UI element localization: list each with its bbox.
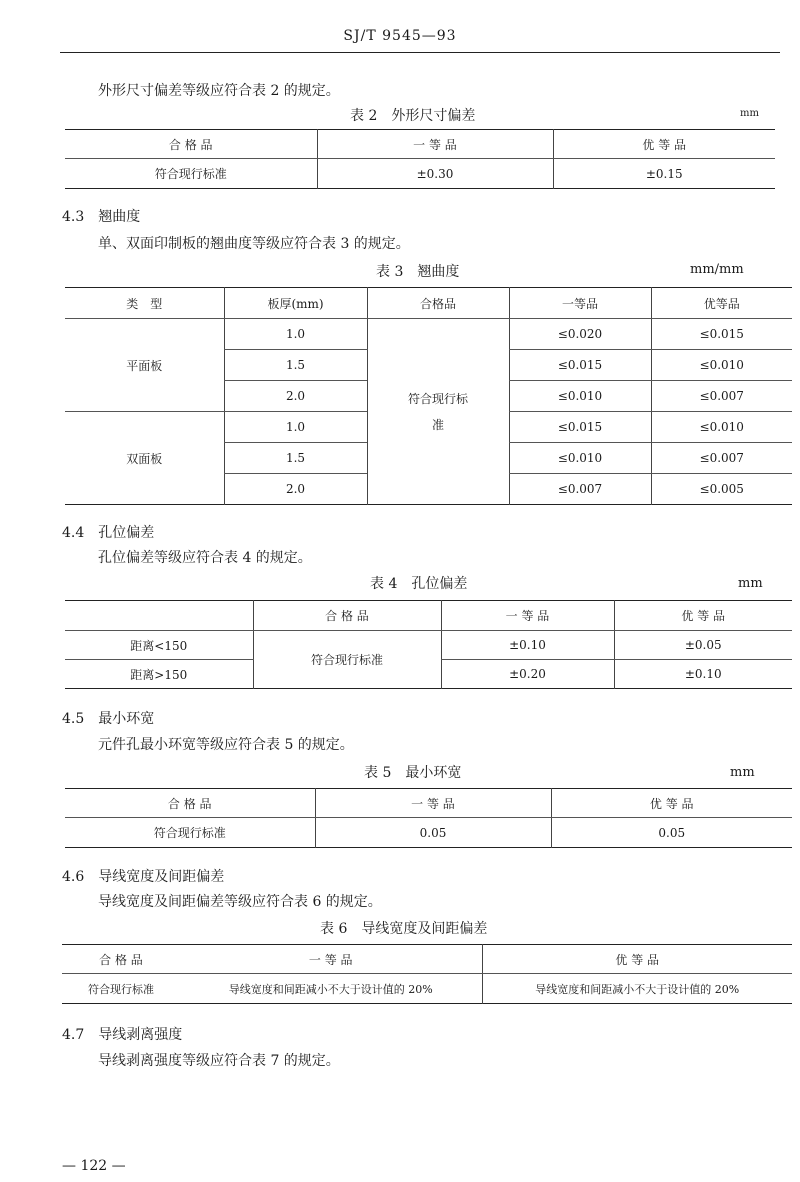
table6-cell: 导线宽度和间距减小不大于设计值的 20% [482, 974, 792, 1004]
table2-cell: ±0.15 [553, 159, 775, 189]
table6-header-qualified: 合 格 品 [62, 945, 180, 974]
table4-row-label: 距离<150 [65, 631, 253, 660]
table4-unit: mm [738, 576, 763, 591]
table-3 [65, 287, 792, 505]
table4-superior: ±0.05 [614, 631, 792, 660]
table5-cell: 符合现行标准 [153, 826, 226, 840]
table6-cell: 符合现行标准 [88, 982, 154, 996]
table3-thickness: 2.0 [224, 474, 367, 505]
table3-superior: ≤0.015 [651, 319, 792, 350]
table3-superior: ≤0.010 [651, 412, 792, 443]
table2-header-superior: 优 等 品 [553, 130, 775, 159]
section-4-4-title: 4.4 孔位偏差 [62, 525, 155, 541]
table3-group-double: 双面板 [126, 451, 163, 466]
table4-first: ±0.10 [441, 631, 614, 660]
table3-superior: ≤0.007 [651, 381, 792, 412]
table3-thickness: 1.5 [224, 350, 367, 381]
table4-header-blank [65, 601, 253, 631]
table5-header-qualified: 合 格 品 [65, 789, 315, 818]
table3-thickness: 2.0 [224, 381, 367, 412]
section-4-5-title: 4.5 最小环宽 [62, 711, 155, 727]
table2-cell: ±0.30 [317, 159, 553, 189]
table3-first: ≤0.020 [509, 319, 651, 350]
table5-cell: 0.05 [551, 818, 792, 848]
table3-unit: mm/mm [690, 262, 744, 277]
table3-first: ≤0.010 [509, 381, 651, 412]
table2-intro: 外形尺寸偏差等级应符合表 2 的规定。 [98, 83, 340, 99]
table3-header-first: 一等品 [509, 288, 651, 319]
table5-caption: 表 5 最小环宽 [364, 765, 462, 781]
table-4 [65, 600, 792, 689]
table4-row-label: 距离>150 [130, 667, 188, 682]
table4-first: ±0.20 [441, 660, 614, 689]
section-4-6-intro: 导线宽度及间距偏差等级应符合表 6 的规定。 [98, 894, 382, 910]
table4-merged-qualified: 符合现行标准 [253, 631, 441, 689]
table-6 [62, 944, 792, 1004]
table3-first: ≤0.010 [509, 443, 651, 474]
page-number: — 122 — [62, 1158, 126, 1174]
table6-header-first: 一 等 品 [180, 945, 482, 974]
table4-caption: 表 4 孔位偏差 [370, 576, 468, 592]
table3-caption: 表 3 翘曲度 [376, 264, 460, 280]
table2-caption: 表 2 外形尺寸偏差 [350, 108, 476, 124]
table2-unit: mm [740, 108, 759, 119]
table2-header-first: 一 等 品 [317, 130, 553, 159]
table3-thickness: 1.0 [224, 319, 367, 350]
section-4-5-intro: 元件孔最小环宽等级应符合表 5 的规定。 [98, 737, 354, 753]
section-4-3-intro: 单、双面印制板的翘曲度等级应符合表 3 的规定。 [98, 236, 410, 252]
table-5 [65, 788, 792, 848]
section-4-6-title: 4.6 导线宽度及间距偏差 [62, 869, 225, 885]
table4-header-first: 一 等 品 [441, 601, 614, 631]
table-2 [65, 129, 775, 189]
table5-header-first: 一 等 品 [315, 789, 551, 818]
table4-superior: ±0.10 [614, 660, 792, 689]
table6-header-superior: 优 等 品 [482, 945, 792, 974]
table3-group-single: 平面板 [65, 319, 224, 412]
table3-header-thickness: 板厚(mm) [224, 288, 367, 319]
table3-header-superior: 优等品 [651, 288, 792, 319]
table5-cell: 0.05 [315, 818, 551, 848]
section-4-7-title: 4.7 导线剥离强度 [62, 1027, 183, 1043]
table3-superior: ≤0.010 [651, 350, 792, 381]
table4-header-qualified: 合 格 品 [253, 601, 441, 631]
document-header: SJ/T 9545—93 [343, 28, 457, 44]
table5-unit: mm [730, 765, 755, 780]
table5-header-superior: 优 等 品 [551, 789, 792, 818]
table3-thickness: 1.5 [224, 443, 367, 474]
table3-superior: ≤0.005 [651, 474, 792, 505]
table3-merged-qualified: 符合现行标 准 [367, 319, 509, 505]
table2-header-qualified: 合 格 品 [65, 130, 317, 159]
table3-thickness: 1.0 [224, 412, 367, 443]
table6-cell: 导线宽度和间距减小不大于设计值的 20% [228, 982, 433, 996]
table3-header-type: 类 型 [65, 288, 224, 319]
section-4-3-title: 4.3 翘曲度 [62, 209, 141, 225]
table3-superior: ≤0.007 [651, 443, 792, 474]
table3-header-qualified: 合格品 [367, 288, 509, 319]
section-4-7-intro: 导线剥离强度等级应符合表 7 的规定。 [98, 1053, 340, 1069]
table3-first: ≤0.007 [509, 474, 651, 505]
table6-caption: 表 6 导线宽度及间距偏差 [320, 921, 488, 937]
table3-first: ≤0.015 [509, 350, 651, 381]
table3-first: ≤0.015 [509, 412, 651, 443]
header-rule [60, 52, 780, 53]
section-4-4-intro: 孔位偏差等级应符合表 4 的规定。 [98, 550, 312, 566]
table4-header-superior: 优 等 品 [614, 601, 792, 631]
table2-cell: 符合现行标准 [154, 167, 227, 181]
